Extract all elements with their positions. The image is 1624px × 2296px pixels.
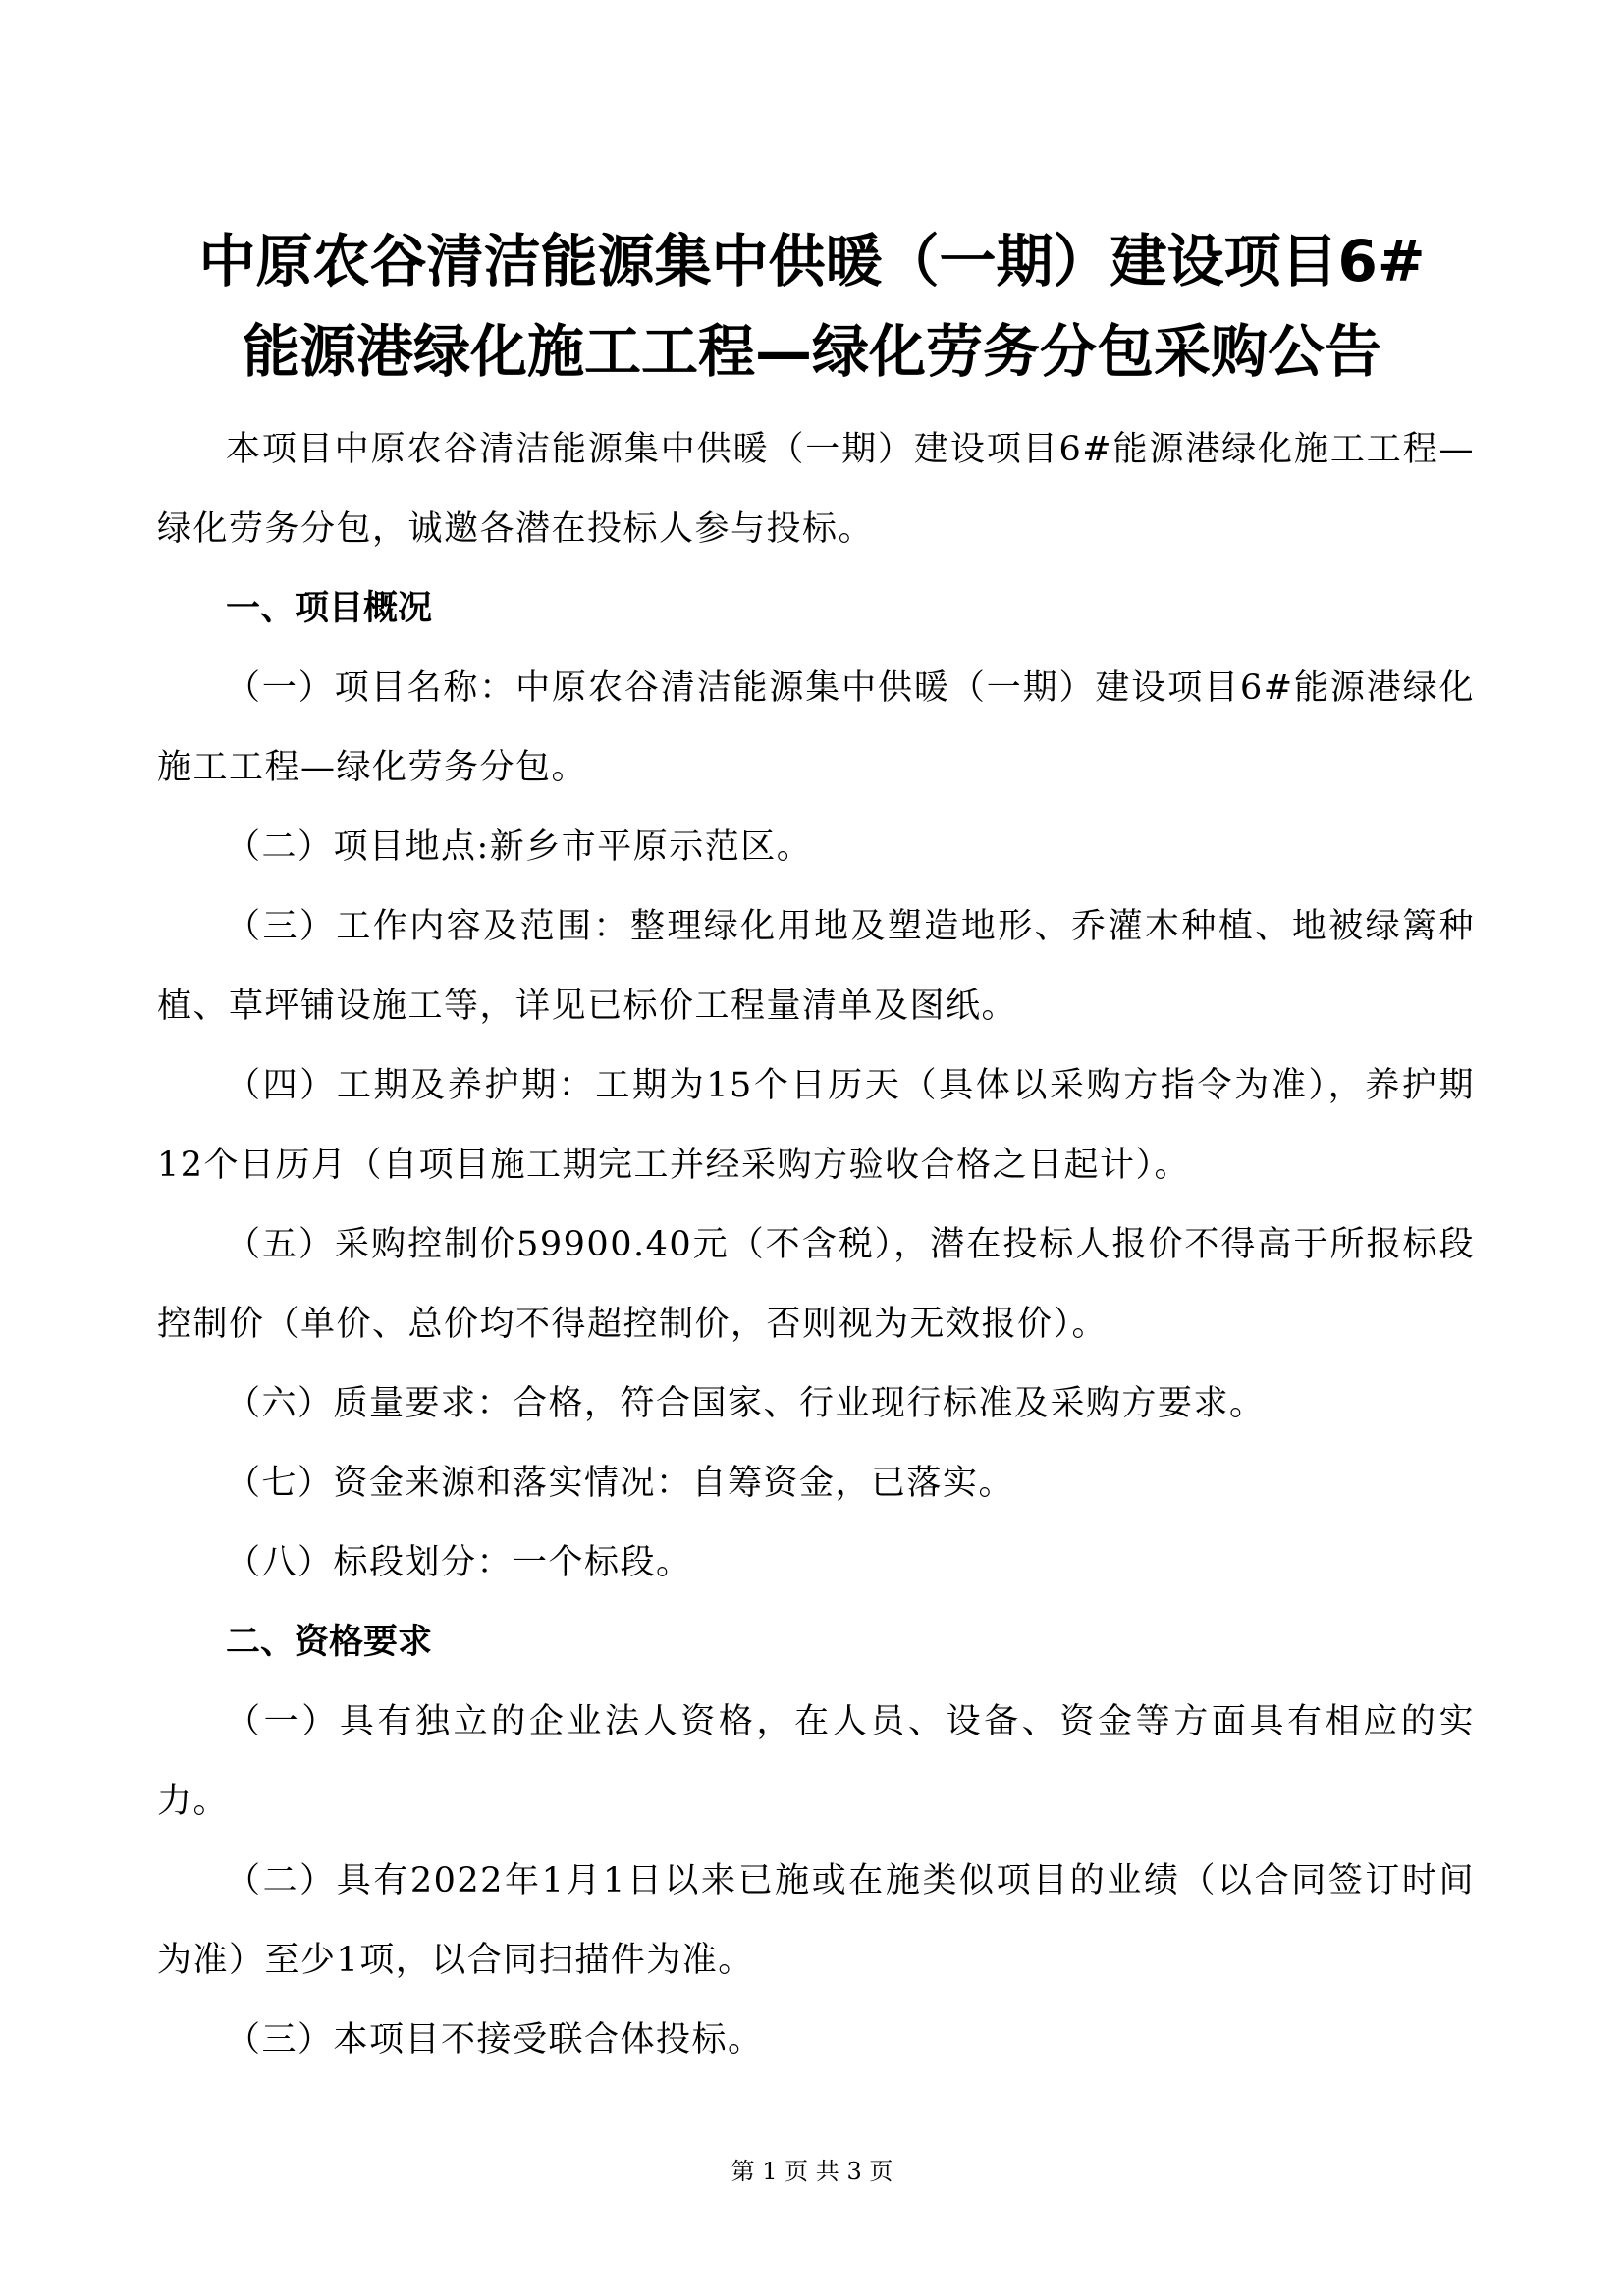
overview-item-quality: （六）质量要求：合格，符合国家、行业现行标准及采购方要求。 [226,1384,1266,1423]
overview-item-schedule: （四）工期及养护期：工期为15个日历天（具体以采购方指令为准），养护期12个日历月（自项目施工期完工并经采购方验收合格之日起计）。 [157,1066,1475,1185]
overview-item-funding: （七）资金来源和落实情况：自筹资金，已落实。 [226,1464,1015,1503]
qualification-item-legal-entity: （一）具有独立的企业法人资格，在人员、设备、资金等方面具有相应的实力。 [157,1702,1475,1821]
document-body [157,410,1475,2080]
overview-item-name: （一）项目名称：中原农谷清洁能源集中供暖（一期）建设项目6#能源港绿化施工工程—绿化劳务分包。 [157,668,1475,787]
qualification-item-experience: （二）具有2022年1月1日以来已施或在施类似项目的业绩（以合同签订时间为准）至少1项，以合同扫描件为准。 [157,1861,1475,1980]
overview-item-scope: （三）工作内容及范围：整理绿化用地及塑造地形、乔灌木种植、地被绿篱种植、草坪铺设施工等，详见已标价工程量清单及图纸。 [157,907,1475,1026]
overview-item-price: （五）采购控制价59900.40元（不含税），潜在投标人报价不得高于所报标段控制价（单价、总价均不得超控制价，否则视为无效报价）。 [157,1225,1475,1344]
document-title [157,216,1467,397]
section-heading-qualification: 二、资格要求 [226,1623,433,1662]
page-footer: 第 1 页 共 3 页 [731,2158,893,2185]
title-line-2: 能源港绿化施工工程—绿化劳务分包采购公告 [242,318,1381,385]
section-heading-project-overview: 一、项目概况 [226,589,433,628]
overview-item-location: （二）项目地点:新乡市平原示范区。 [226,828,813,867]
intro-paragraph: 本项目中原农谷清洁能源集中供暖（一期）建设项目6#能源港绿化施工工程—绿化劳务分包，诚邀各潜在投标人参与投标。 [157,430,1475,549]
qualification-item-consortium: （三）本项目不接受联合体投标。 [226,2020,764,2059]
title-line-1: 中原农谷清洁能源集中供暖（一期）建设项目6# [198,228,1426,294]
overview-item-lots: （八）标段划分：一个标段。 [226,1543,692,1582]
